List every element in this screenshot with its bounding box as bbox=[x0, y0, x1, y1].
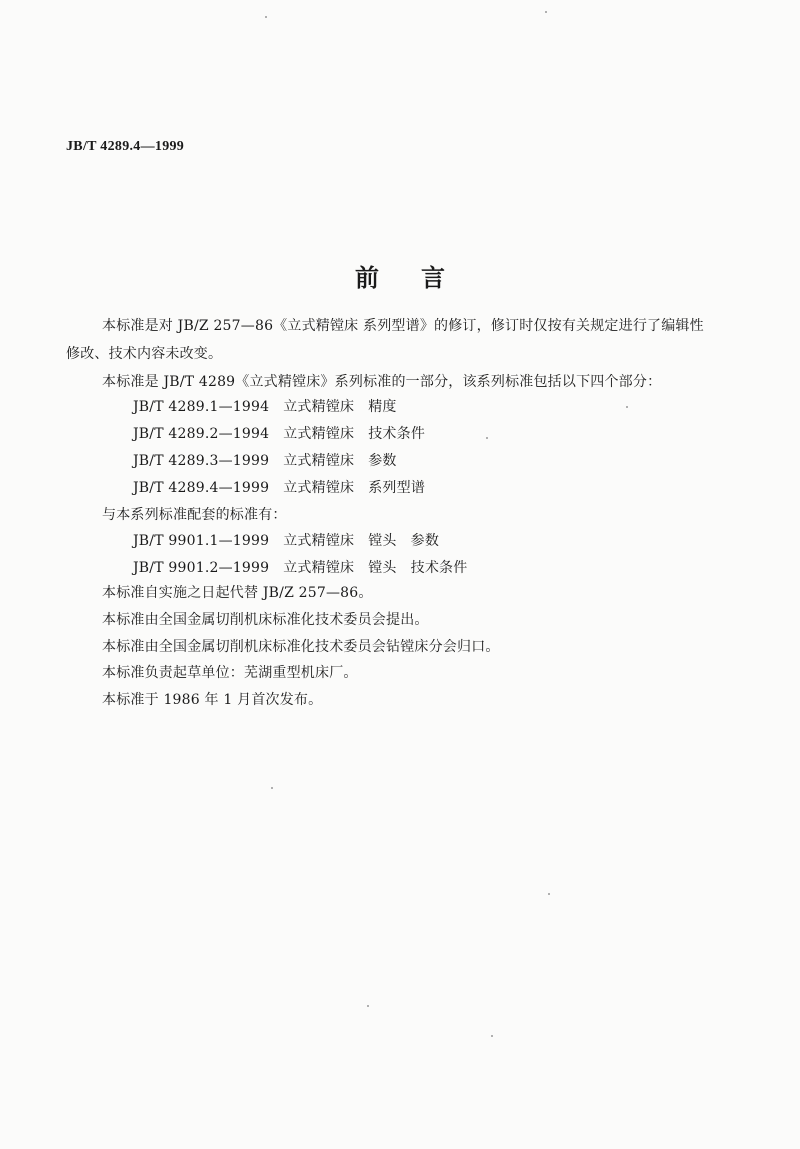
scan-speck bbox=[545, 11, 547, 13]
standard-name: 立式精镗床 bbox=[283, 480, 355, 496]
standard-subtitle: 系列型谱 bbox=[368, 480, 426, 496]
scan-speck bbox=[626, 406, 628, 408]
page-title: 前言 bbox=[355, 263, 487, 292]
standard-name: 立式精镗床 bbox=[283, 533, 355, 549]
standard-part: 镗头 bbox=[368, 560, 397, 576]
paragraph-matching-intro: 与本系列标准配套的标准有： bbox=[102, 507, 287, 523]
paragraph-first-issued: 本标准于 1986 年 1 月首次发布。 bbox=[102, 692, 323, 708]
paragraph-proposed-by: 本标准由全国金属切削机床标准化技术委员会提出。 bbox=[102, 612, 429, 628]
scan-speck bbox=[486, 437, 488, 439]
matching-standard-item bbox=[133, 559, 467, 577]
standard-name: 立式精镗床 bbox=[283, 560, 355, 576]
standard-subtitle: 技术条件 bbox=[368, 426, 426, 442]
scan-speck bbox=[367, 1005, 369, 1007]
standard-code: JB/T 4289.4—1999 bbox=[133, 480, 270, 496]
standard-name: 立式精镗床 bbox=[283, 399, 355, 415]
series-part-item bbox=[133, 425, 425, 443]
scan-speck bbox=[491, 1035, 493, 1037]
series-part-item bbox=[133, 398, 397, 416]
standard-name: 立式精镗床 bbox=[283, 426, 355, 442]
standard-subtitle: 精度 bbox=[368, 399, 397, 415]
standard-code: JB/T 4289.3—1999 bbox=[133, 453, 270, 469]
scan-speck bbox=[271, 787, 273, 789]
standard-part: 镗头 bbox=[368, 533, 397, 549]
paragraph-drafted-by: 本标准负责起草单位：芜湖重型机床厂。 bbox=[102, 665, 358, 681]
standard-code: JB/T 9901.2—1999 bbox=[133, 560, 270, 576]
paragraph-revision-line2: 修改、技术内容未改变。 bbox=[66, 346, 223, 362]
standard-code: JB/T 4289.1—1994 bbox=[133, 399, 270, 415]
series-part-item bbox=[133, 452, 397, 470]
standard-name: 立式精镗床 bbox=[283, 453, 355, 469]
standard-subtitle: 参数 bbox=[410, 533, 440, 549]
standard-subtitle: 参数 bbox=[368, 453, 397, 469]
standard-code: JB/T 9901.1—1999 bbox=[133, 533, 270, 549]
standard-code: JB/T 4289.2—1994 bbox=[133, 426, 270, 442]
paragraph-centralized-by: 本标准由全国金属切削机床标准化技术委员会钻镗床分会归口。 bbox=[102, 639, 500, 655]
document-code: JB/T 4289.4—1999 bbox=[66, 139, 185, 154]
series-part-item bbox=[133, 479, 425, 497]
standard-subtitle: 技术条件 bbox=[410, 560, 468, 576]
scan-speck bbox=[548, 893, 550, 895]
paragraph-replaces: 本标准自实施之日起代替 JB/Z 257—86。 bbox=[102, 585, 373, 601]
paragraph-revision-line1: 本标准是对 JB/Z 257—86《立式精镗床 系列型谱》的修订，修订时仅按有关规定进行了编辑性 bbox=[102, 318, 704, 334]
scan-speck bbox=[265, 16, 267, 18]
matching-standard-item bbox=[133, 532, 439, 550]
paragraph-series-intro: 本标准是 JB/T 4289《立式精镗床》系列标准的一部分，该系列标准包括以下四个部分： bbox=[102, 374, 662, 390]
